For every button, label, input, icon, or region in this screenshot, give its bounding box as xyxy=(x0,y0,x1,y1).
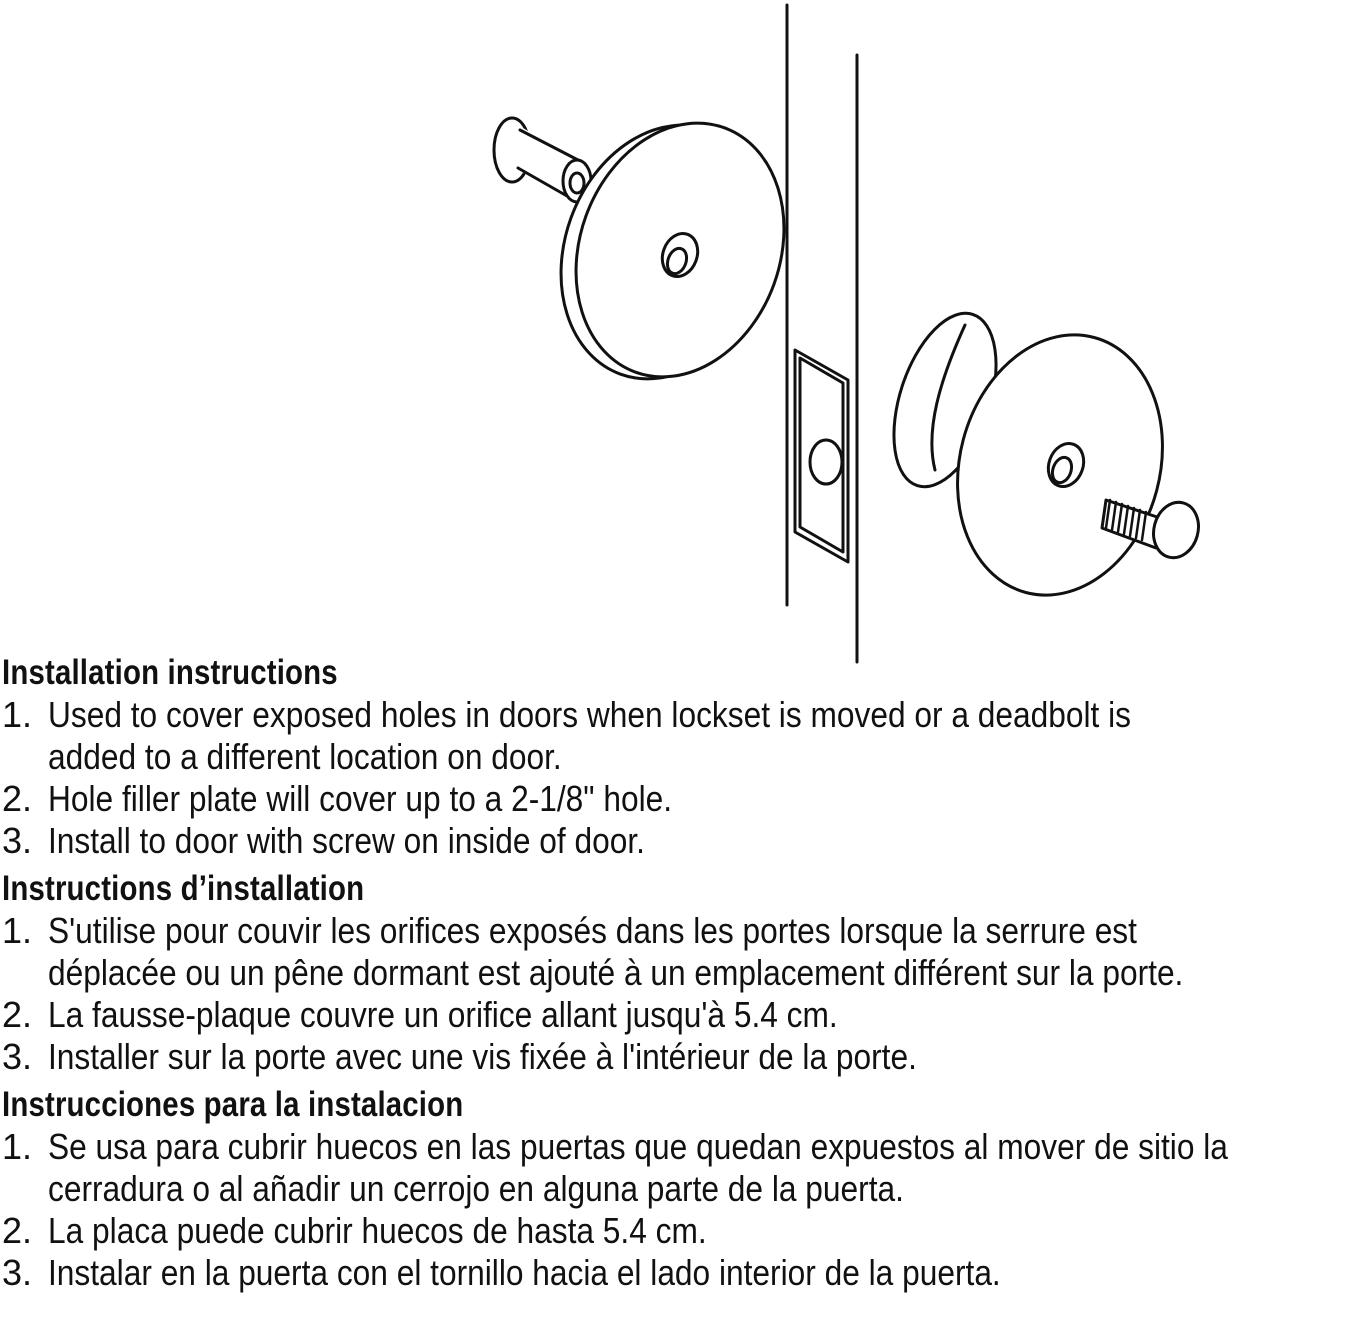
step-text: Se usa para cubrir huecos en las puertas que quedan expuestos al mover de sitio la xyxy=(48,1126,1228,1167)
step-number: 3. xyxy=(2,1036,33,1077)
step-text: Instalar en la puerta con el tornillo hacia el lado interior de la puerta. xyxy=(48,1252,1001,1293)
step-text: Used to cover exposed holes in doors when lockset is moved or a deadbolt is xyxy=(48,694,1132,735)
section-title-english: Installation instructions xyxy=(2,653,338,692)
threaded-barrel-post xyxy=(494,118,591,202)
door-latch-plate xyxy=(795,350,848,562)
step-text: La placa puede cubrir huecos de hasta 5.4 cm. xyxy=(48,1210,707,1251)
step-text: added to a different location on door. xyxy=(48,736,562,777)
instructions-english xyxy=(2,652,1372,862)
instructions-french xyxy=(2,868,1372,1078)
step-text: La fausse-plaque couvre un orifice allant jusqu'à 5.4 cm. xyxy=(48,994,838,1035)
list-item xyxy=(2,694,1372,778)
list-item xyxy=(2,1210,1372,1252)
list-item xyxy=(2,994,1372,1036)
steps-list-spanish xyxy=(2,1126,1372,1294)
step-number: 1. xyxy=(2,1126,33,1167)
step-number: 1. xyxy=(2,694,33,735)
outer-filler-plate xyxy=(527,94,819,409)
step-number: 2. xyxy=(2,1210,33,1251)
step-number: 1. xyxy=(2,910,33,951)
inner-filler-plate xyxy=(874,300,1190,618)
step-number: 3. xyxy=(2,1252,33,1293)
step-text: Install to door with screw on inside of door. xyxy=(48,820,645,861)
step-number: 2. xyxy=(2,994,33,1035)
list-item xyxy=(2,910,1372,994)
step-number: 3. xyxy=(2,820,33,861)
list-item xyxy=(2,820,1372,862)
section-title-french: Instructions d’installation xyxy=(2,869,365,908)
step-number: 2. xyxy=(2,778,33,819)
step-text: Installer sur la porte avec une vis fixée à l'intérieur de la porte. xyxy=(48,1036,917,1077)
step-text: cerradura o al añadir un cerrojo en alguna parte de la puerta. xyxy=(48,1168,904,1209)
steps-list-english xyxy=(2,694,1372,862)
installation-diagram xyxy=(480,0,1220,670)
section-title-spanish: Instrucciones para la instalacion xyxy=(2,1085,464,1124)
steps-list-french xyxy=(2,910,1372,1078)
step-text: S'utilise pour couvir les orifices exposés dans les portes lorsque la serrure est xyxy=(48,910,1137,951)
list-item xyxy=(2,778,1372,820)
step-text: déplacée ou un pêne dormant est ajouté à un emplacement différent sur la porte. xyxy=(48,952,1184,993)
door-edge-lines xyxy=(787,5,857,662)
instructions-spanish xyxy=(2,1084,1372,1294)
step-text: Hole filler plate will cover up to a 2-1/8" hole. xyxy=(48,778,673,819)
list-item xyxy=(2,1036,1372,1078)
list-item xyxy=(2,1126,1372,1210)
instructions-block xyxy=(2,652,1372,1294)
list-item xyxy=(2,1252,1372,1294)
